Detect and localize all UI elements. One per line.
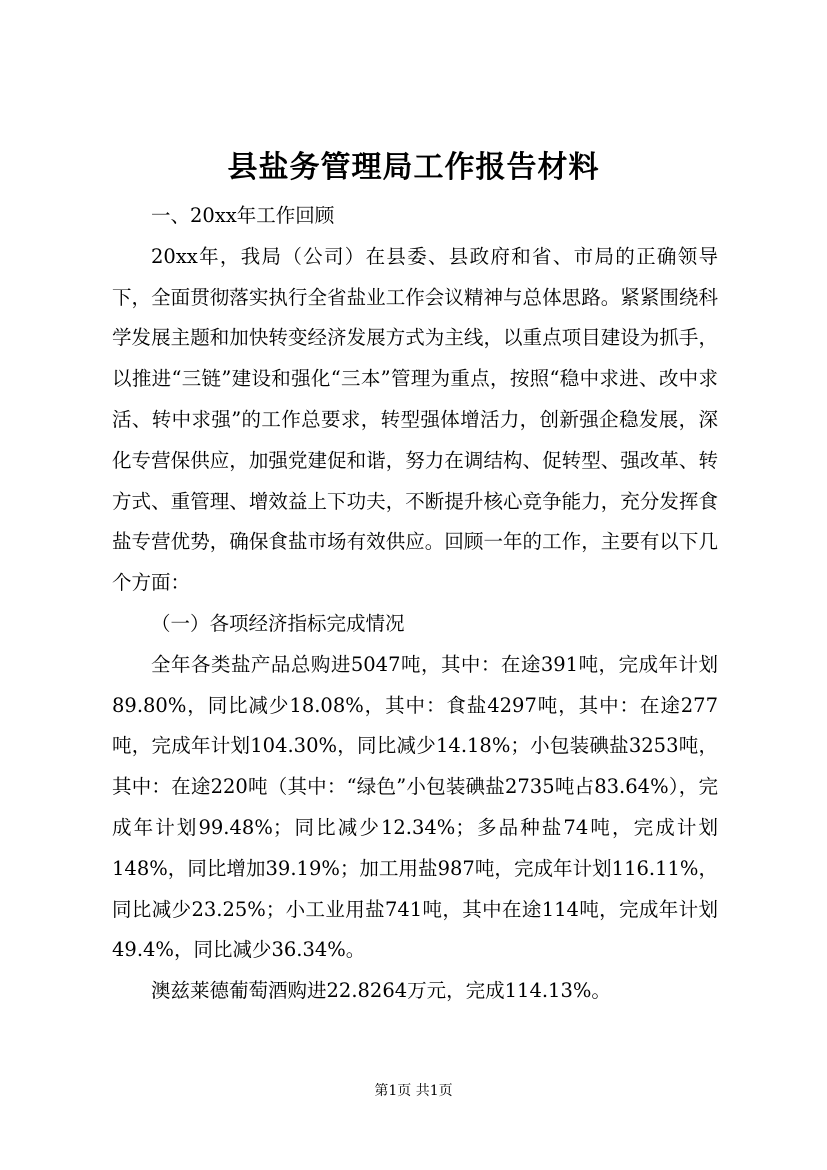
document-title: 县盐务管理局工作报告材料 xyxy=(227,150,600,185)
subsection-heading: （一）各项经济指标完成情况 xyxy=(151,611,405,635)
page-footer: 第1页 共1页 xyxy=(374,1083,453,1099)
document-body xyxy=(112,196,718,1012)
section-heading: 一、20xx年工作回顾 xyxy=(151,204,335,227)
paragraph: 全年各类盐产品总购进5047吨，其中：在途391吨，完成年计划89.80%，同比减少18.08%，其中：食盐4297吨，其中：在途277吨，完成年计划104.30%，同比减少14.18%；小包装碘盐3253吨，其中：在途220吨（其中：“绿色”小包装碘盐2735吨占83.64%），完成年计划99.48%；同比减少12.34%；多品种盐74吨，完成计划148%，同比增加39.19%；加工用盐987吨，完成年计划116.11%，同比减少23.25%；小工业用盐741吨，其中在途114吨，完成年计划49.4%，同比减少36.34%。 xyxy=(112,652,718,962)
paragraph: 澳兹莱德葡萄酒购进22.8264万元，完成114.13%。 xyxy=(151,979,611,1003)
paragraph: 20xx年，我局（公司）在县委、县政府和省、市局的正确领导下，全面贯彻落实执行全省盐业工作会议精神与总体思路。紧紧围绕科学发展主题和加快转变经济发展方式为主线，以重点项目建设为抓手，以推进“三链”建设和强化“三本”管理为重点，按照“稳中求进、改中求活、转中求强”的工作总要求，转型强体增活力，创新强企稳发展，深化专营保供应，加强党建促和谐，努力在调结构、促转型、强改革、转方式、重管理、增效益上下功夫，不断提升核心竞争能力，充分发挥食盐专营优势，确保食盐市场有效供应。回顾一年的工作，主要有以下几个方面： xyxy=(112,244,718,595)
